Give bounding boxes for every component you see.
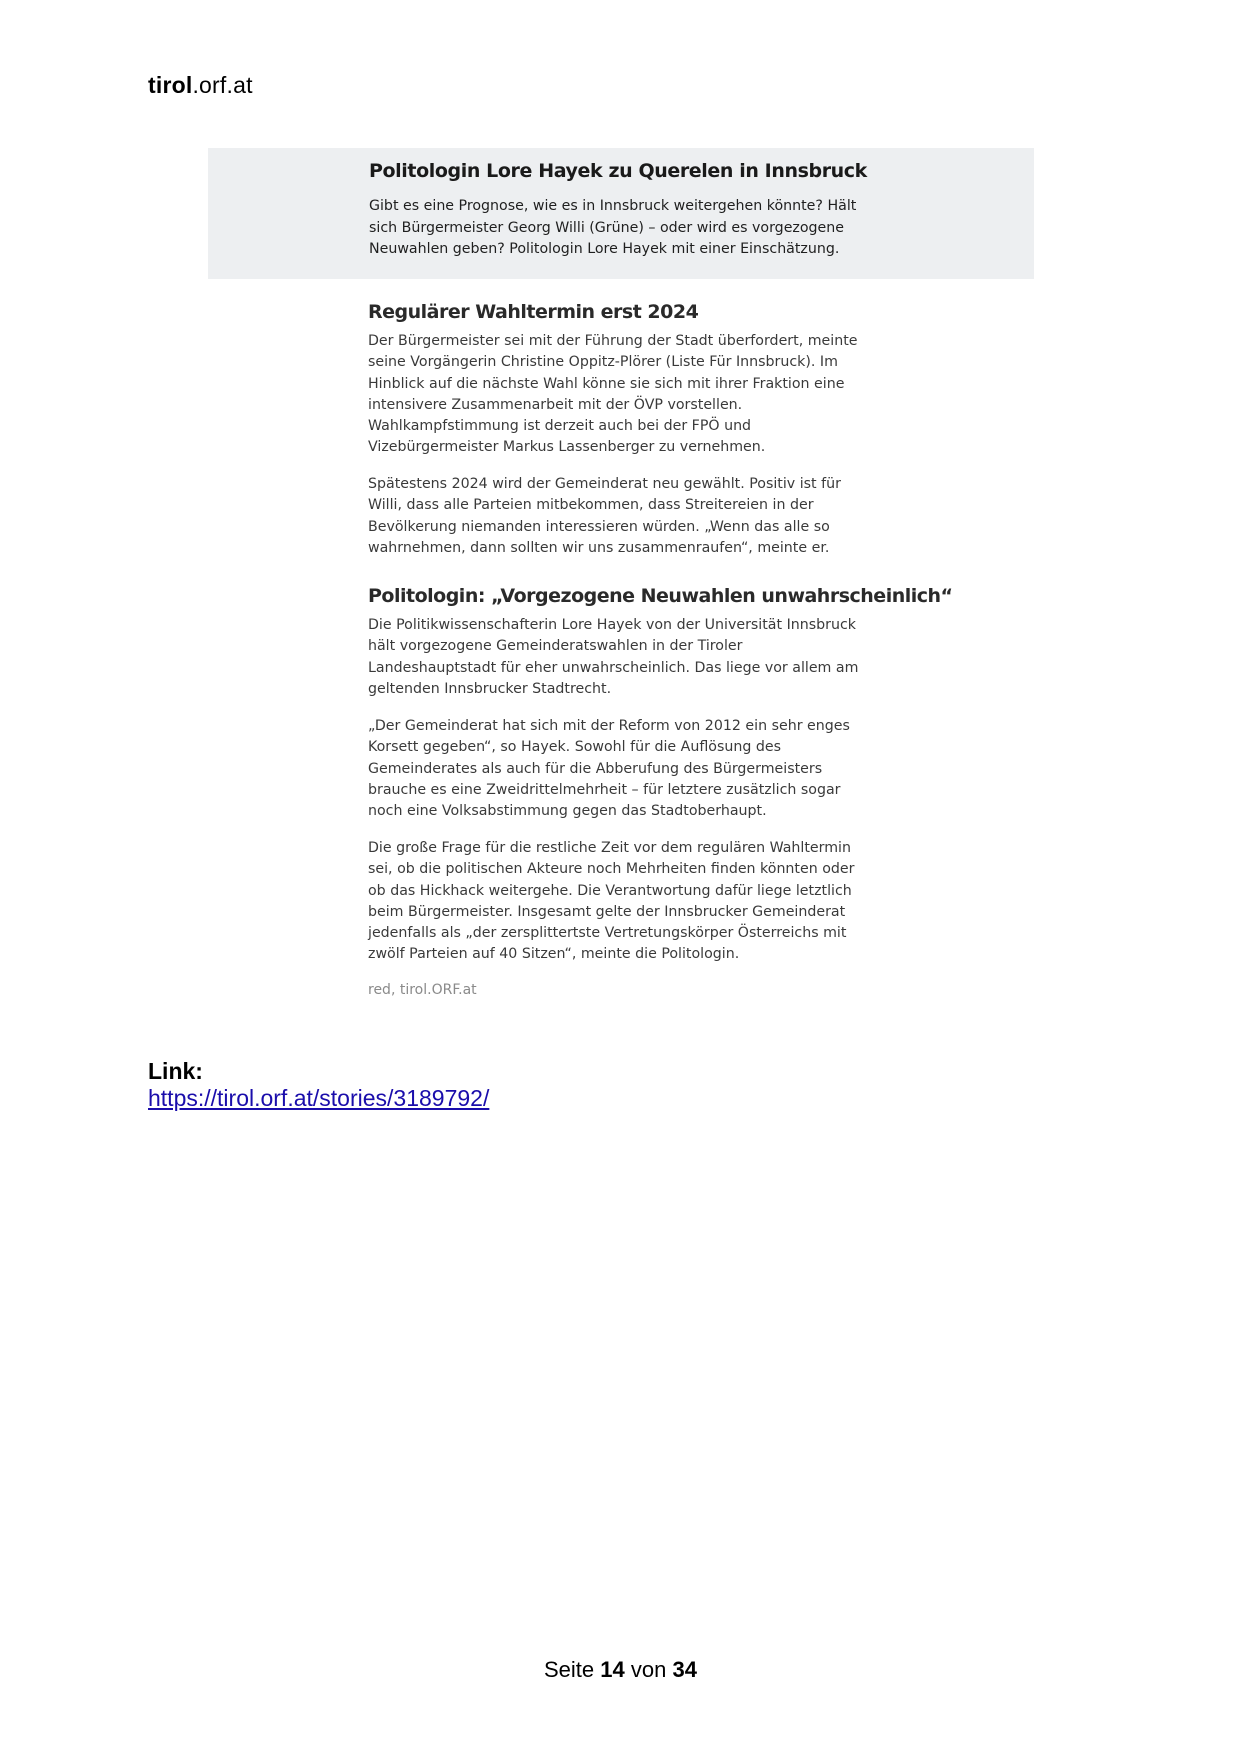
text-line: Wahlkampfstimmung ist derzeit auch bei der FPÖ und	[368, 418, 752, 435]
paragraph	[368, 331, 868, 459]
text-line: intensivere Zusammenarbeit mit der ÖVP vorstellen.	[368, 396, 743, 413]
link-label: Link:	[148, 1058, 203, 1084]
text-line: seine Vorgängerin Christine Oppitz-Plörer (Liste Für Innsbruck). Im	[368, 354, 838, 371]
section-regular-election	[368, 301, 868, 323]
text-line: geltenden Innsbrucker Stadtrecht.	[368, 680, 612, 697]
brand-domain: .orf.at	[192, 72, 253, 98]
text-line: „Der Gemeinderat hat sich mit der Reform von 2012 ein sehr enges	[368, 718, 850, 734]
text-line: Vizebürgermeister Markus Lassenberger zu vernehmen.	[368, 439, 766, 456]
text-line: Der Bürgermeister sei mit der Führung der Stadt überfordert, meinte	[368, 333, 858, 349]
text-line: Die Politikwissenschafterin Lore Hayek von der Universität Innsbruck	[368, 617, 856, 633]
teaser-line: Gibt es eine Prognose, wie es in Innsbruck weitergehen könnte? Hält	[369, 198, 857, 214]
paragraph	[368, 716, 868, 822]
text-line: hält vorgezogene Gemeinderatswahlen in der Tiroler	[368, 638, 743, 655]
text-line: Willi, dass alle Parteien mitbekommen, dass Streitereien in der	[368, 497, 814, 514]
text-line: brauche es eine Zweidrittelmehrheit – für letztere zusätzlich sogar	[368, 781, 841, 798]
text-line: noch eine Volksabstimmung gegen das Stadtoberhaupt.	[368, 803, 767, 820]
page-separator: von	[630, 1657, 667, 1682]
section-political-scientist	[368, 585, 953, 607]
total-pages: 34	[672, 1657, 697, 1682]
text-line: Gemeinderates als auch für die Abberufung des Bürgermeisters	[368, 760, 823, 777]
site-header	[148, 72, 253, 99]
text-line: Landeshauptstadt für eher unwahrscheinlich. Das liege vor allem am	[368, 659, 859, 676]
teaser-title: Politologin Lore Hayek zu Querelen in Innsbruck	[369, 160, 867, 182]
page-number	[0, 1657, 1241, 1683]
teaser-text	[369, 196, 869, 261]
text-line: Spätestens 2024 wird der Gemeinderat neu gewählt. Positiv ist für	[368, 476, 841, 492]
page-prefix: Seite	[544, 1657, 595, 1682]
brand-name: tirol	[148, 72, 193, 98]
paragraph	[368, 474, 868, 559]
text-line: Die große Frage für die restliche Zeit vor dem regulären Wahltermin	[368, 840, 851, 856]
section-heading: Politologin: „Vorgezogene Neuwahlen unwahrscheinlich“	[368, 585, 953, 607]
text-line: jedenfalls als „der zersplittertste Vertretungskörper Österreichs mit	[368, 925, 847, 942]
teaser-line: Neuwahlen geben? Politologin Lore Hayek mit einer Einschätzung.	[369, 241, 840, 257]
text-line: beim Bürgermeister. Insgesamt gelte der Innsbrucker Gemeinderat	[368, 903, 846, 920]
article-credit: red, tirol.ORF.at	[368, 982, 477, 998]
text-line: Korsett gegeben“, so Hayek. Sowohl für die Auflösung des	[368, 739, 781, 756]
text-line: sei, ob die politischen Akteure noch Mehrheiten finden könnten oder	[368, 861, 855, 878]
text-line: Hinblick auf die nächste Wahl könne sie sich mit ihrer Fraktion eine	[368, 375, 845, 392]
paragraph	[368, 838, 868, 966]
text-line: ob das Hickhack weitergehe. Die Verantwortung dafür liege letztlich	[368, 882, 852, 899]
teaser-line: sich Bürgermeister Georg Willi (Grüne) – oder wird es vorgezogene	[369, 219, 845, 236]
current-page: 14	[600, 1657, 625, 1682]
paragraph	[368, 615, 868, 700]
text-line: wahrnehmen, dann sollten wir uns zusammenraufen“, meinte er.	[368, 539, 830, 556]
section-heading: Regulärer Wahltermin erst 2024	[368, 301, 699, 323]
text-line: Bevölkerung niemanden interessieren würden. „Wenn das alle so	[368, 518, 830, 535]
text-line: zwölf Parteien auf 40 Sitzen“, meinte die Politologin.	[368, 946, 740, 963]
source-link[interactable]: https://tirol.orf.at/stories/3189792/	[148, 1085, 490, 1111]
